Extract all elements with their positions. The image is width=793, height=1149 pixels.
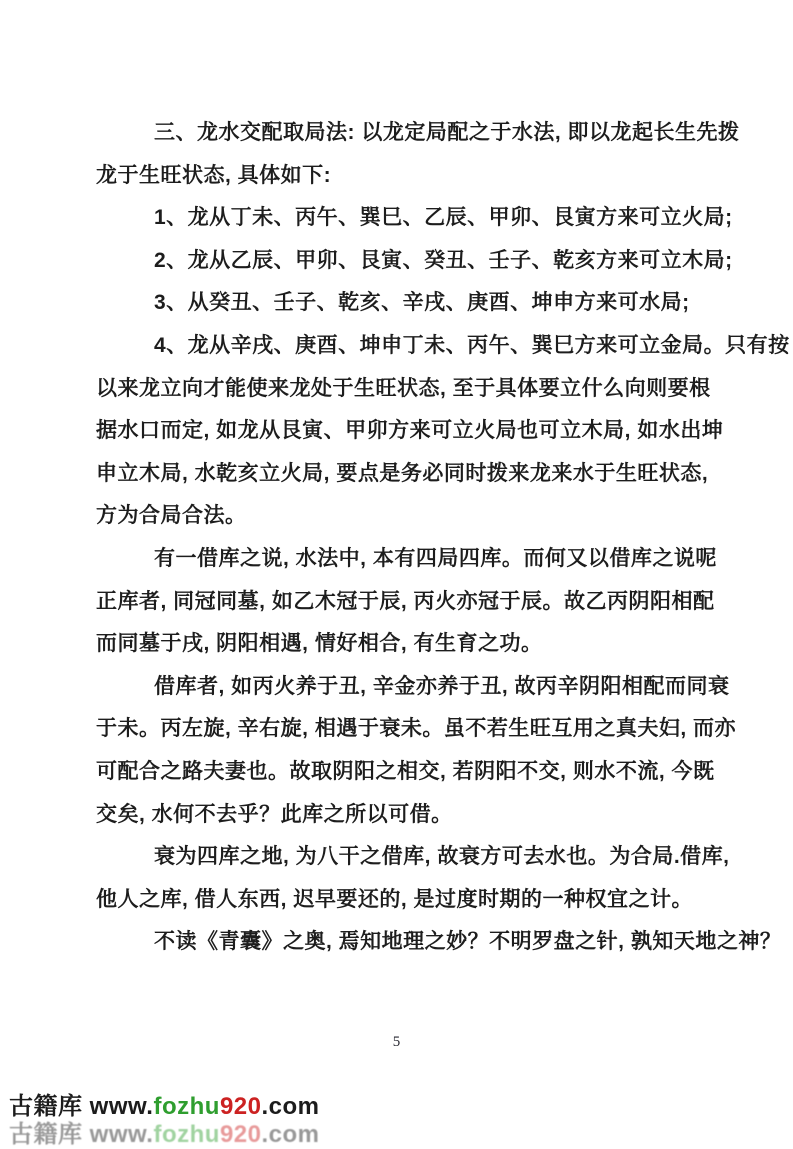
watermark-ghost-domain-green: fozhu <box>153 1121 220 1148</box>
watermark-domain-green: fozhu <box>153 1093 220 1120</box>
text-line: 而同墓于戌, 阴阳相遇, 情好相合, 有生育之功。 <box>96 632 543 656</box>
text-line: 借库者, 如丙火养于丑, 辛金亦养于丑, 故丙辛阴阳相配而同衰 <box>154 674 730 698</box>
watermark-domain-red: 920 <box>219 1093 262 1120</box>
text-line: 于未。丙左旋, 辛右旋, 相遇于衰未。虽不若生旺互用之真夫妇, 而亦 <box>96 717 737 741</box>
text-line: 正库者, 同冠同墓, 如乙木冠于辰, 丙火亦冠于辰。故乙丙阴阳相配 <box>96 589 715 613</box>
text-line: 不读《青囊》之奥, 焉知地理之妙？不明罗盘之针, 孰知天地之神？ <box>154 930 782 954</box>
text-line: 方为合局合法。 <box>96 504 247 528</box>
text-line: 可配合之路夫妻也。故取阴阳之相交, 若阴阳不交, 则水不流, 今既 <box>96 759 715 783</box>
text-line: 他人之库, 借人东西, 迟早要还的, 是过度时期的一种权宜之计。 <box>96 887 694 911</box>
text-line: 申立木局, 水乾亥立火局, 要点是务必同时拨来龙来水于生旺状态, <box>96 461 709 485</box>
watermark-domain-suffix: .com <box>261 1093 320 1120</box>
watermark-ghost-domain-red: 920 <box>219 1121 262 1148</box>
text-line: 三、龙水交配取局法: 以龙定局配之于水法, 即以龙起长生先拨 <box>154 121 740 144</box>
text-line: 1、龙从丁未、丙午、巽巳、乙辰、甲卯、艮寅方来可立火局; <box>154 206 733 230</box>
watermark-ghost-domain-suffix: .com <box>261 1121 320 1148</box>
body-text <box>96 112 790 964</box>
text-line: 交矣, 水何不去乎？此库之所以可借。 <box>96 802 453 826</box>
watermark-ghost <box>9 1114 320 1149</box>
text-line: 据水口而定, 如龙从艮寅、甲卯方来可立火局也可立木局, 如水出坤 <box>96 419 724 443</box>
page-number: 5 <box>392 1034 401 1050</box>
watermark-ghost-sitename: 古籍库 www. <box>9 1121 154 1148</box>
text-line: 衰为四库之地, 为八干之借库, 故衰方可去水也。为合局.借库, <box>154 845 730 869</box>
text-line: 2、龙从乙辰、甲卯、艮寅、癸丑、壬子、乾亥方来可立木局; <box>154 248 733 272</box>
text-line: 有一借库之说, 水法中, 本有四局四库。而何又以借库之说呢 <box>154 546 717 570</box>
text-line: 4、龙从辛戌、庚酉、坤申丁未、丙午、巽巳方来可立金局。只有按 <box>154 333 790 357</box>
text-line: 龙于生旺状态, 具体如下: <box>96 163 332 187</box>
text-line: 以来龙立向才能使来龙处于生旺状态, 至于具体要立什么向则要根 <box>96 376 711 400</box>
watermark-sitename: 古籍库 www. <box>9 1093 154 1120</box>
text-line: 3、从癸丑、壬子、乾亥、辛戌、庚酉、坤申方来可水局; <box>154 291 690 315</box>
